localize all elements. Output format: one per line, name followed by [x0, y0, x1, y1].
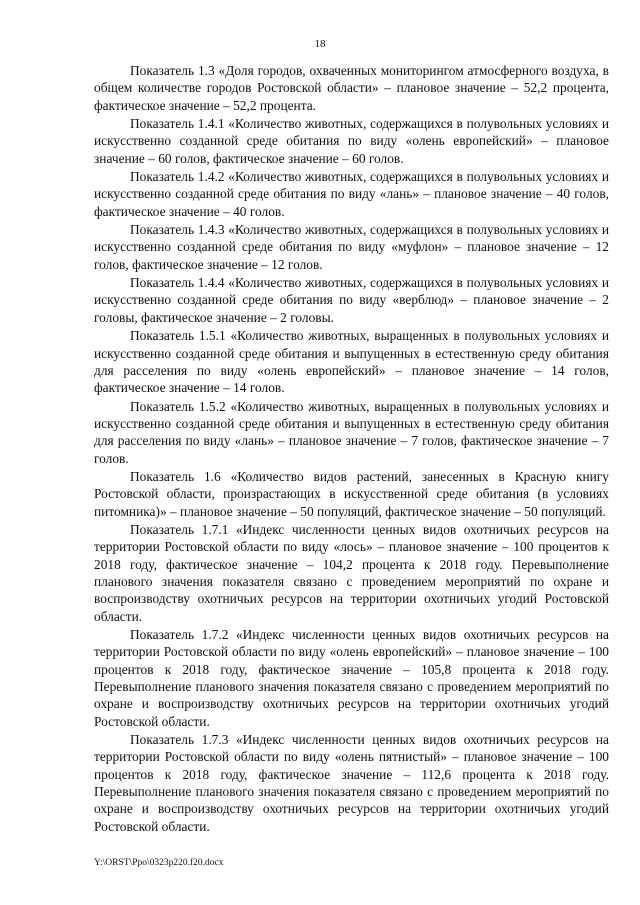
paragraph-indicator-1-7-1: Показатель 1.7.1 «Индекс численности ценных видов охотничьих ресурсов на территории Ростовской области по виду «лось» – плановое значение – 100 процентов к 2018 году, фактическое значение – 104,2 процента к 2018 году. Перевыполнение планового значения показателя связано с проведением мероприятий по охране и воспроизводству охотничьих ресурсов на территории охотничьих угодий Ростовской области. [94, 521, 609, 624]
paragraph-indicator-1-5-1: Показатель 1.5.1 «Количество животных, выращенных в полувольных условиях и искусственно созданной среде обитания и выпущенных в естественную среду обитания для расселения по виду «олень европейский» – плановое значение – 14 голов, фактическое значение – 14 голов. [94, 328, 609, 396]
paragraph-indicator-1-3: Показатель 1.3 «Доля городов, охваченных мониторингом атмосферного воздуха, в общем количестве городов Ростовской области» – плановое значение – 52,2 процента, фактическое значение – 52,2 процента. [94, 63, 609, 113]
footer-file-path: Y:\ORST\Ppo\0323p220.f20.docx [94, 858, 224, 868]
paragraph-indicator-1-4-4: Показатель 1.4.4 «Количество животных, содержащихся в полувольных условиях и искусственно созданной среде обитания по виду «верблюд» – плановое значение – 2 головы, фактическое значение – 2 головы. [94, 275, 609, 325]
paragraph-indicator-1-5-2: Показатель 1.5.2 «Количество животных, выращенных в полувольных условиях и искусственно созданной среде обитания и выпущенных в естественную среду обитания для расселения по виду «лань» – плановое значение – 7 голов, фактическое значение – 7 голов. [94, 398, 609, 466]
document-body [94, 62, 609, 836]
page-number: 18 [314, 38, 326, 50]
paragraph-indicator-1-7-3: Показатель 1.7.3 «Индекс численности ценных видов охотничьих ресурсов на территории Ростовской области по виду «олень пятнистый» – плановое значение – 100 процентов к 2018 году, фактическое значение – 112,6 процента к 2018 году. Перевыполнение планового значения показателя связано с проведением мероприятий по охране и воспроизводству охотничьих ресурсов на территории охотничьих угодий Ростовской области. [94, 732, 609, 834]
paragraph-indicator-1-6: Показатель 1.6 «Количество видов растений, занесенных в Красную книгу Ростовской области, произрастающих в искусственной среде обитания (в условиях питомника)» – плановое значение – 50 популяций, фактическое значение – 50 популяций. [94, 468, 609, 519]
paragraph-indicator-1-7-2: Показатель 1.7.2 «Индекс численности ценных видов охотничьих ресурсов на территории Ростовской области по виду «олень европейский» – плановое значение – 100 процентов к 2018 году, фактическое значение – 105,8 процента к 2018 году. Перевыполнение планового значения показателя связано с проведением мероприятий по охране и воспроизводству охотничьих ресурсов на территории охотничьих угодий Ростовской области. [94, 627, 609, 729]
paragraph-indicator-1-4-1: Показатель 1.4.1 «Количество животных, содержащихся в полувольных условиях и искусственно созданной среде обитания по виду «олень европейский» – плановое значение – 60 голов, фактическое значение – 60 голов. [94, 116, 609, 166]
paragraph-indicator-1-4-2: Показатель 1.4.2 «Количество животных, содержащихся в полувольных условиях и искусственно созданной среде обитания по виду «лань» – плановое значение – 40 голов, фактическое значение – 40 голов. [94, 169, 609, 219]
paragraph-indicator-1-4-3: Показатель 1.4.3 «Количество животных, содержащихся в полувольных условиях и искусственно созданной среде обитания по виду «муфлон» – плановое значение – 12 голов, фактическое значение – 12 голов. [94, 222, 609, 272]
